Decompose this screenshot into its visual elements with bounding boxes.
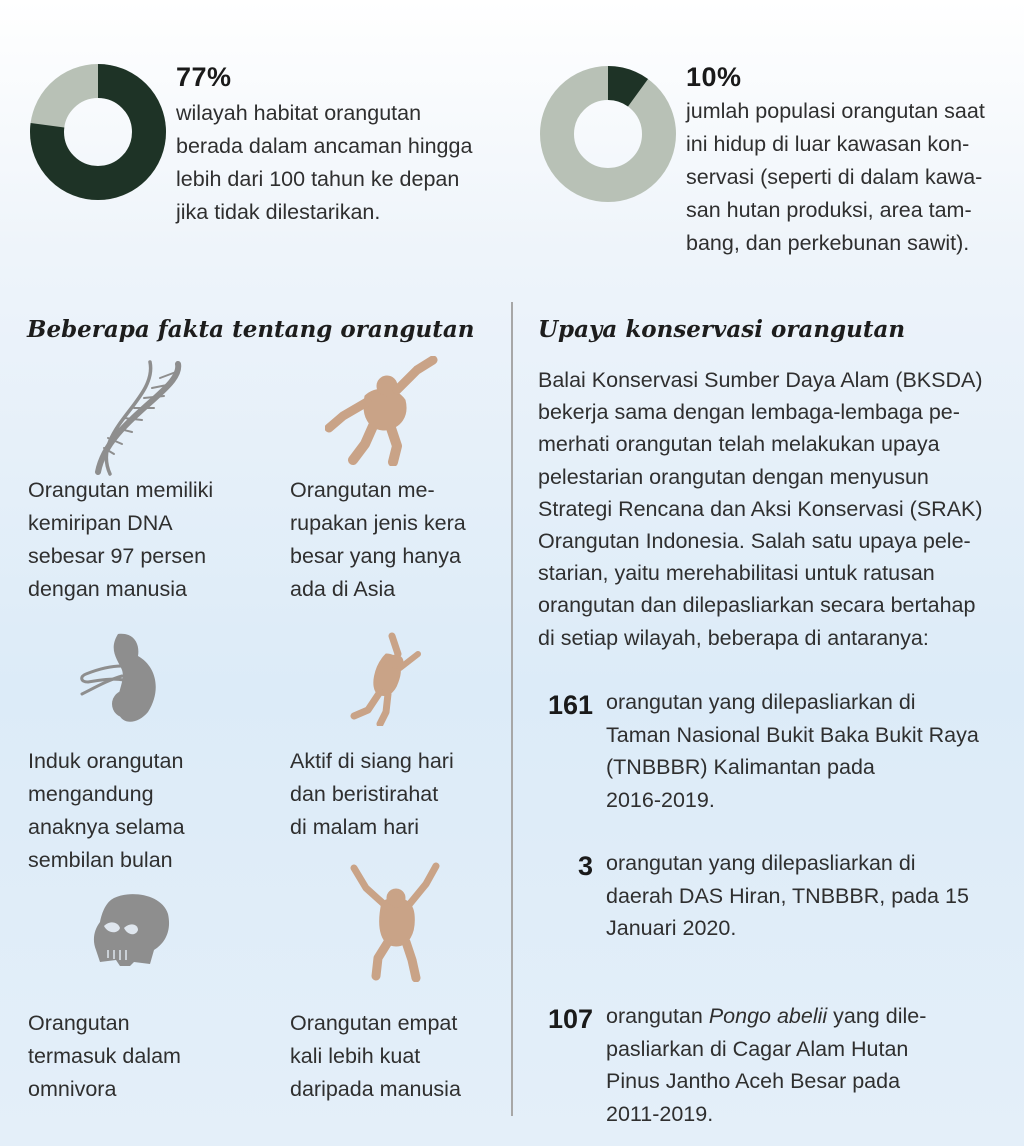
release-text: yang dile- [827, 1004, 927, 1028]
population-stat-value: 10% [686, 62, 742, 92]
fact-line: kemiripan DNA [28, 511, 173, 535]
stat-text-line: lebih dari 100 tahun ke depan [176, 167, 460, 191]
conservation-heading: Upaya konservasi orangutan [538, 316, 906, 343]
stat-text-line: jumlah populasi orangutan saat [686, 99, 985, 123]
paragraph-line: Orangutan Indonesia. Salah satu upaya pele- [538, 529, 971, 554]
fact-diet [28, 1007, 181, 1106]
stat-block-population [512, 0, 1024, 290]
species-name: Pongo abelii [708, 1004, 828, 1028]
orangutan-squat-icon [325, 356, 439, 466]
paragraph-line: Balai Konservasi Sumber Daya Alam (BKSDA) [538, 368, 983, 392]
paragraph-line: orangutan dan dilepasliarkan secara bertahap [538, 593, 976, 618]
release-description [606, 686, 1016, 816]
fact-line: Orangutan memiliki [28, 478, 214, 502]
fact-line: ada di Asia [290, 577, 396, 601]
fact-line: besar yang hanya [290, 544, 461, 568]
paragraph-line: pelestarian orangutan dengan menyusun [538, 464, 929, 489]
release-line: orangutan yang dilepasliarkan di [606, 851, 916, 875]
release-line: pasliarkan di Cagar Alam Hutan [606, 1036, 909, 1061]
stat-text-line: san hutan produksi, area tam- [686, 198, 972, 222]
fact-line: Orangutan me- [290, 478, 435, 502]
pregnant-orangutan-icon [78, 630, 164, 726]
release-line: Januari 2020. [606, 916, 737, 940]
release-line: daerah DAS Hiran, TNBBBR, pada 15 [606, 883, 969, 908]
fact-line: mengandung [28, 782, 154, 806]
release-count-3: 3 [577, 851, 593, 881]
column-divider [511, 302, 513, 1116]
release-count-107: 107 [547, 1004, 593, 1034]
population-donut-chart [540, 66, 676, 202]
fact-line: anaknya selama [28, 815, 185, 839]
habitat-donut-chart [30, 64, 166, 200]
fact-activity [290, 745, 454, 844]
paragraph-line: di setiap wilayah, beberapa di antaranya: [538, 625, 929, 650]
fact-dna [28, 474, 213, 606]
orangutan-arms-up-icon [348, 858, 442, 982]
stat-text-line: jika tidak dilestarikan. [176, 200, 381, 224]
stat-text-line: servasi (seperti di dalam kawa- [686, 165, 983, 189]
fact-line: termasuk dalam [28, 1044, 181, 1068]
fact-line: daripada manusia [290, 1077, 461, 1101]
fact-line: omnivora [28, 1077, 117, 1101]
release-line: 2016-2019. [606, 787, 715, 812]
fact-pregnancy [28, 745, 185, 877]
fact-line: Orangutan [28, 1011, 130, 1035]
conservation-paragraph [538, 364, 1018, 654]
habitat-stat-description [176, 97, 506, 229]
release-line: Pinus Jantho Aceh Besar pada [606, 1069, 901, 1093]
release-line [606, 1000, 1016, 1033]
fact-line: Aktif di siang hari [290, 749, 454, 773]
fact-line: dan beristirahat [290, 782, 439, 806]
fact-line: dengan manusia [28, 577, 187, 601]
population-stat-description [686, 95, 1021, 260]
stat-text-line: ini hidup di luar kawasan kon- [686, 132, 970, 156]
release-description [606, 847, 1016, 945]
fact-line: kali lebih kuat [290, 1044, 421, 1068]
stat-block-habitat [0, 0, 512, 290]
fact-line: di malam hari [290, 815, 420, 839]
stat-text-line: wilayah habitat orangutan [176, 101, 422, 125]
paragraph-line: merhati orangutan telah melakukan upaya [538, 432, 940, 457]
paragraph-line: starian, yaitu merehabilitasi untuk ratusan [538, 561, 935, 586]
fact-line: Induk orangutan [28, 749, 184, 773]
release-line: (TNBBBR) Kalimantan pada [606, 755, 875, 779]
release-text: orangutan [606, 1004, 709, 1028]
fact-strength [290, 1007, 461, 1106]
dna-icon [88, 360, 188, 476]
release-line: orangutan yang dilepasliarkan di [606, 690, 916, 714]
fact-asia [290, 474, 466, 606]
release-line: Taman Nasional Bukit Baka Bukit Raya [606, 722, 979, 747]
paragraph-line: Strategi Rencana dan Aksi Konservasi (SRAK) [538, 496, 983, 521]
habitat-stat-value: 77% [176, 62, 232, 92]
fact-line: sembilan bulan [28, 848, 173, 872]
stat-text-line: bang, dan perkebunan sawit). [686, 231, 970, 255]
release-count-161: 161 [547, 690, 593, 720]
fact-line: sebesar 97 persen [28, 544, 207, 568]
orangutan-skull-icon [90, 892, 172, 968]
stat-text-line: berada dalam ancaman hingga [176, 134, 473, 158]
paragraph-line: bekerja sama dengan lembaga-lembaga pe- [538, 400, 960, 425]
orangutan-hanging-icon [346, 632, 422, 726]
fact-line: rupakan jenis kera [290, 511, 466, 535]
fact-line: Orangutan empat [290, 1011, 458, 1035]
release-line: 2011-2019. [606, 1101, 714, 1126]
release-description [606, 1000, 1016, 1130]
facts-heading: Beberapa fakta tentang orangutan [27, 316, 475, 343]
